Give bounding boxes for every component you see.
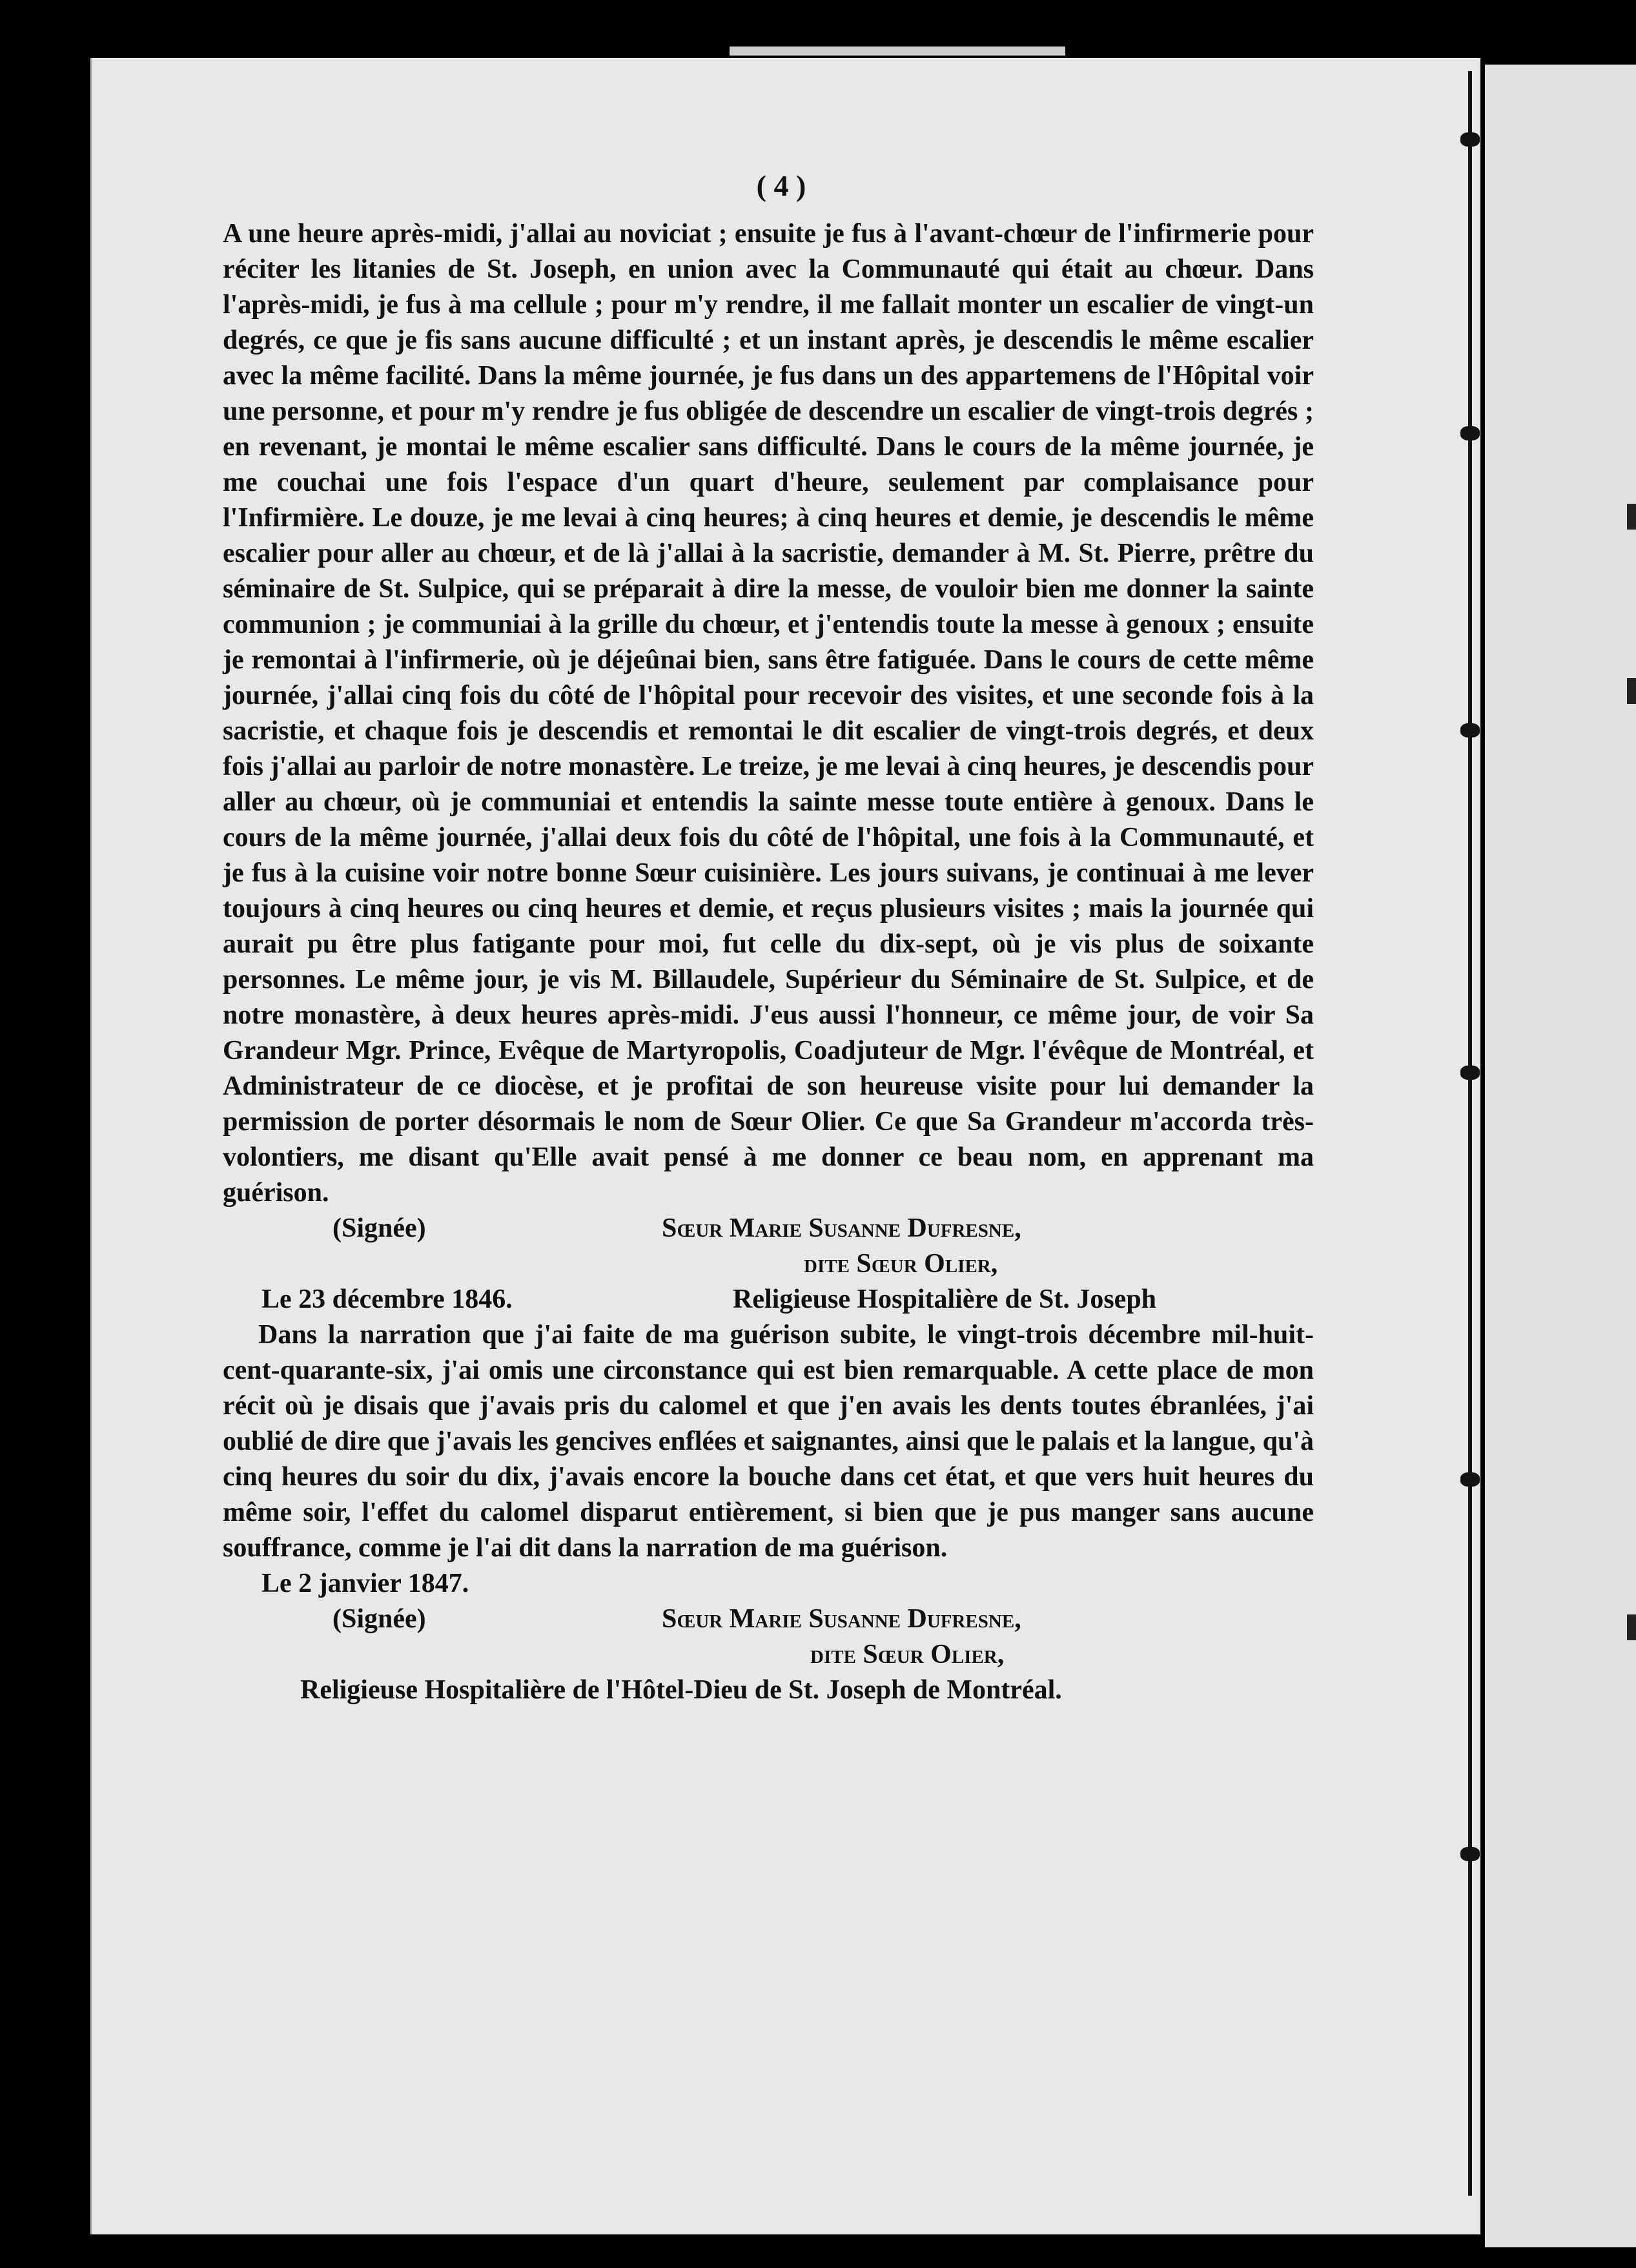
body-paragraph: A une heure après-midi, j'allai au noviciat ; ensuite je fus à l'avant-chœur de l'infirmerie pour réciter les litanies de St. Joseph, en union avec la Communauté qui était au chœur. Dans l'après-midi, je fus à ma cellule ; pour m'y rendre, il me fallait monter un escalier de vingt-un degrés, ce que je fis sans aucune difficulté ; et un instant après, je descendis le même escalier avec la même facilité. Dans la même journée, je fus dans un des appartemens de l'Hôpital voir une personne, et pour m'y rendre je fus obligée de descendre un escalier de vingt-trois degrés ; en revenant, je montai le même escalier sans difficulté. Dans le cours de la même journée, je me couchai une fois l'espace d'un quart d'heure, seulement par complaisance pour l'Infirmière. Le douze, je me levai à cinq heures; à cinq heures et demie, je descendis le même escalier pour aller au chœur, et de là j'allai à la sacristie, demander à M. St. Pierre, prêtre du séminaire de St. Sulpice, qui se préparait à dire la messe, de vouloir bien me donner la sainte communion ; je communiai à la grille du chœur, et j'entendis toute la messe à genoux ; ensuite je remontai à l'infirmerie, où je déjeûnai bien, sans être fatiguée. Dans le cours de cette même journée, j'allai cinq fois du côté de l'hôpital pour recevoir des visites, et une seconde fois à la sacristie, et chaque fois je descendis et remontai le dit escalier de vingt-trois degrés, et deux fois j'allai au parloir de notre monastère. Le treize, je me levai à cinq heures, je descendis pour aller au chœur, où je communiai et entendis la sainte messe toute entière à genoux. Dans le cours de la même journée, j'allai deux fois du côté de l'hôpital, une fois à la Communauté, et je fus à la cuisine voir notre bonne Sœur cuisinière. Les jours suivans, je continuai à me lever toujours à cinq heures ou cinq heures et demie, et reçus plusieurs visites ; mais la journée qui aurait pu être plus fatigante pour moi, fut celle du dix-sept, où je vis plus de soixante personnes. Le même jour, je vis M. Billaudele, Supérieur du Séminaire de St. Sulpice, et de notre monastère, à deux heures après-midi. J'eus aussi l'honneur, ce même jour, de voir Sa Grandeur Mgr. Prince, Evêque de Martyropolis, Coadjuteur de Mgr. l'évêque de Montréal, et Administrateur de ce diocèse, et je profitai de son heureuse visite pour lui demander la permission de porter désormais le nom de Sœur Olier. Ce que Sa Grandeur m'accorda très-volontiers, me disant qu'Elle avait pensé à me donner ce beau nom, en apprenant ma guérison. [223,219,1314,1208]
signature-date: Le 2 janvier 1847. [261,1569,469,1598]
signature-block [223,1566,1314,1708]
signatory-title: Religieuse Hospitalière de St. Joseph [733,1284,1157,1314]
binding-knob [1460,1066,1480,1080]
facing-page-mark [1627,678,1636,704]
body-paragraph: Dans la narration que j'ai faite de ma guérison subite, le vingt-trois décembre mil-huit-cent-quarante-six, j'ai omis une circonstance qui est bien remarquable. A cette place de mon récit où je disais que j'avais pris du calomel et que j'en avais les dents toutes ébranlées, j'ai oublié de dire que j'avais les gencives enflées et saignantes, ainsi que le palais et la langue, qu'à cinq heures du soir du dix, j'avais encore la bouche dans cet état, et que vers huit heures du même soir, l'effet du calomel disparut entièrement, si bien que je pus manger sans aucune souffrance, comme je l'ai dit dans la narration de ma guérison. [223,1320,1314,1563]
signee-label: (Signée) [332,1604,426,1634]
signatory-name: Sœur Marie Susanne Dufresne, [662,1213,1021,1243]
signatory-title: Religieuse Hospitalière de l'Hôtel-Dieu de St. Joseph de Montréal. [300,1675,1062,1705]
signature-block [223,1211,1314,1317]
page-content [223,168,1314,1708]
binding-knob [1460,723,1480,737]
binding-knob [1460,1472,1480,1487]
signatory-dite: dite Sœur Olier, [804,1249,998,1279]
binding-knob [1460,132,1480,147]
signee-label: (Signée) [332,1213,426,1243]
scan-top-strip [730,46,1065,56]
facing-page-mark [1627,1614,1636,1640]
signatory-dite: dite Sœur Olier, [810,1640,1005,1669]
signatory-name: Sœur Marie Susanne Dufresne, [662,1604,1021,1634]
facing-page-mark [1627,504,1636,530]
binding-knob [1460,426,1480,440]
binding-line [1468,71,1472,2196]
binding-knob [1460,1847,1480,1861]
facing-page-edge [1485,65,1636,2247]
signature-date: Le 23 décembre 1846. [261,1284,513,1314]
page-number: ( 4 ) [756,169,806,202]
